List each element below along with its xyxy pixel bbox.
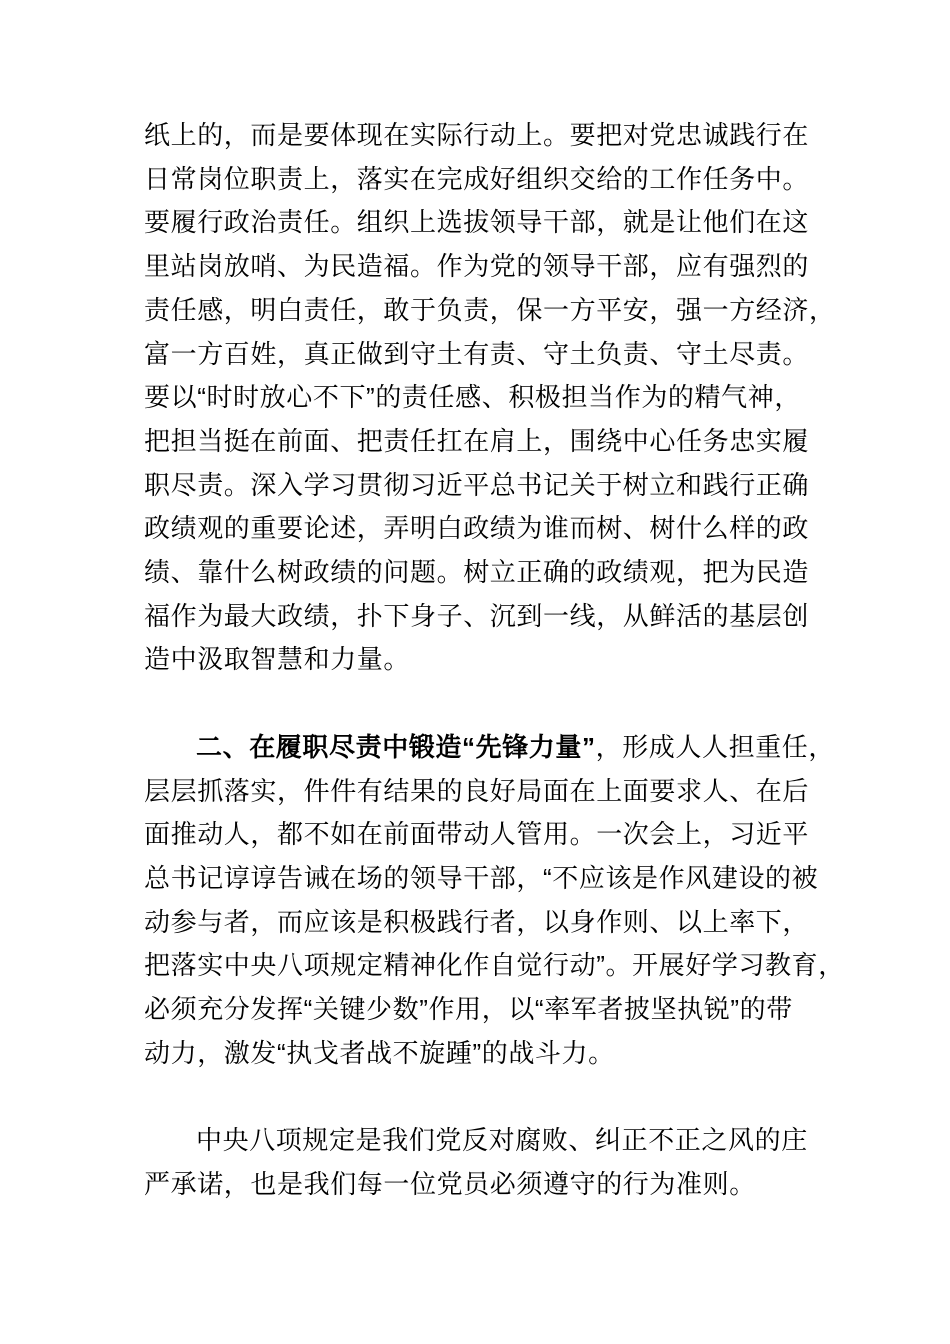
text-line: 总书记谆谆告诫在场的领导干部，“不应该是作风建设的被 — [144, 862, 819, 893]
text-line: 责任感，明白责任，敢于负责，保一方平安，强一方经济， — [144, 294, 836, 325]
text-line: 里站岗放哨、为民造福。作为党的领导干部，应有强烈的 — [144, 251, 810, 282]
text-line: 富一方百姓，真正做到守土有责、守土负责、守土尽责。 — [144, 338, 810, 369]
text-line: 中央八项规定是我们党反对腐败、纠正不正之风的庄 — [196, 1125, 808, 1156]
text-line: 动力，激发“执戈者战不旋踵”的战斗力。 — [144, 1037, 615, 1068]
text-line: 动参与者，而应该是积极践行者，以身作则、以上率下， — [144, 906, 810, 937]
text-line: 要以“时时放心不下”的责任感、积极担当作为的精气神， — [144, 382, 801, 413]
text-line: 必须充分发挥“关键少数”作用，以“率军者披坚执锐”的带 — [144, 994, 793, 1025]
text-line: 绩、靠什么树政绩的问题。树立正确的政绩观，把为民造 — [144, 557, 810, 588]
text-segment: ，形成人人担重任， — [595, 731, 836, 762]
paragraph-continuation — [144, 114, 836, 682]
text-line: 面推动人，都不如在前面带动人管用。一次会上，习近平 — [144, 819, 810, 850]
text-line: 层层抓落实，件件有结果的良好局面在上面要求人、在后 — [144, 775, 810, 806]
text-line: 严承诺，也是我们每一位党员必须遵守的行为准则。 — [144, 1168, 756, 1199]
text-line: 把落实中央八项规定精神化作自觉行动”。开展好学习教育， — [144, 950, 845, 981]
text-line: 福作为最大政绩，扑下身子、沉到一线，从鲜活的基层创 — [144, 600, 810, 631]
paragraph-closing — [144, 1119, 814, 1206]
text-line: 政绩观的重要论述，弄明白政绩为谁而树、树什么样的政 — [144, 513, 810, 544]
text-line: 把担当挺在前面、把责任扛在肩上，围绕中心任务忠实履 — [144, 425, 810, 456]
text-line: 职尽责。深入学习贯彻习近平总书记关于树立和践行正确 — [144, 469, 810, 500]
paragraph-section-two — [144, 726, 845, 1076]
text-line: 纸上的，而是要体现在实际行动上。要把对党忠诚践行在 — [144, 120, 810, 150]
text-line: 日常岗位职责上，落实在完成好组织交给的工作任务中。 — [144, 163, 810, 194]
section-heading-segment: 二、在履职尽责中锻造“先锋力量” — [196, 731, 596, 762]
text-line: 造中汲取智慧和力量。 — [144, 644, 411, 675]
text-line — [144, 726, 836, 770]
text-line: 要履行政治责任。组织上选拔领导干部，就是让他们在这 — [144, 207, 810, 238]
